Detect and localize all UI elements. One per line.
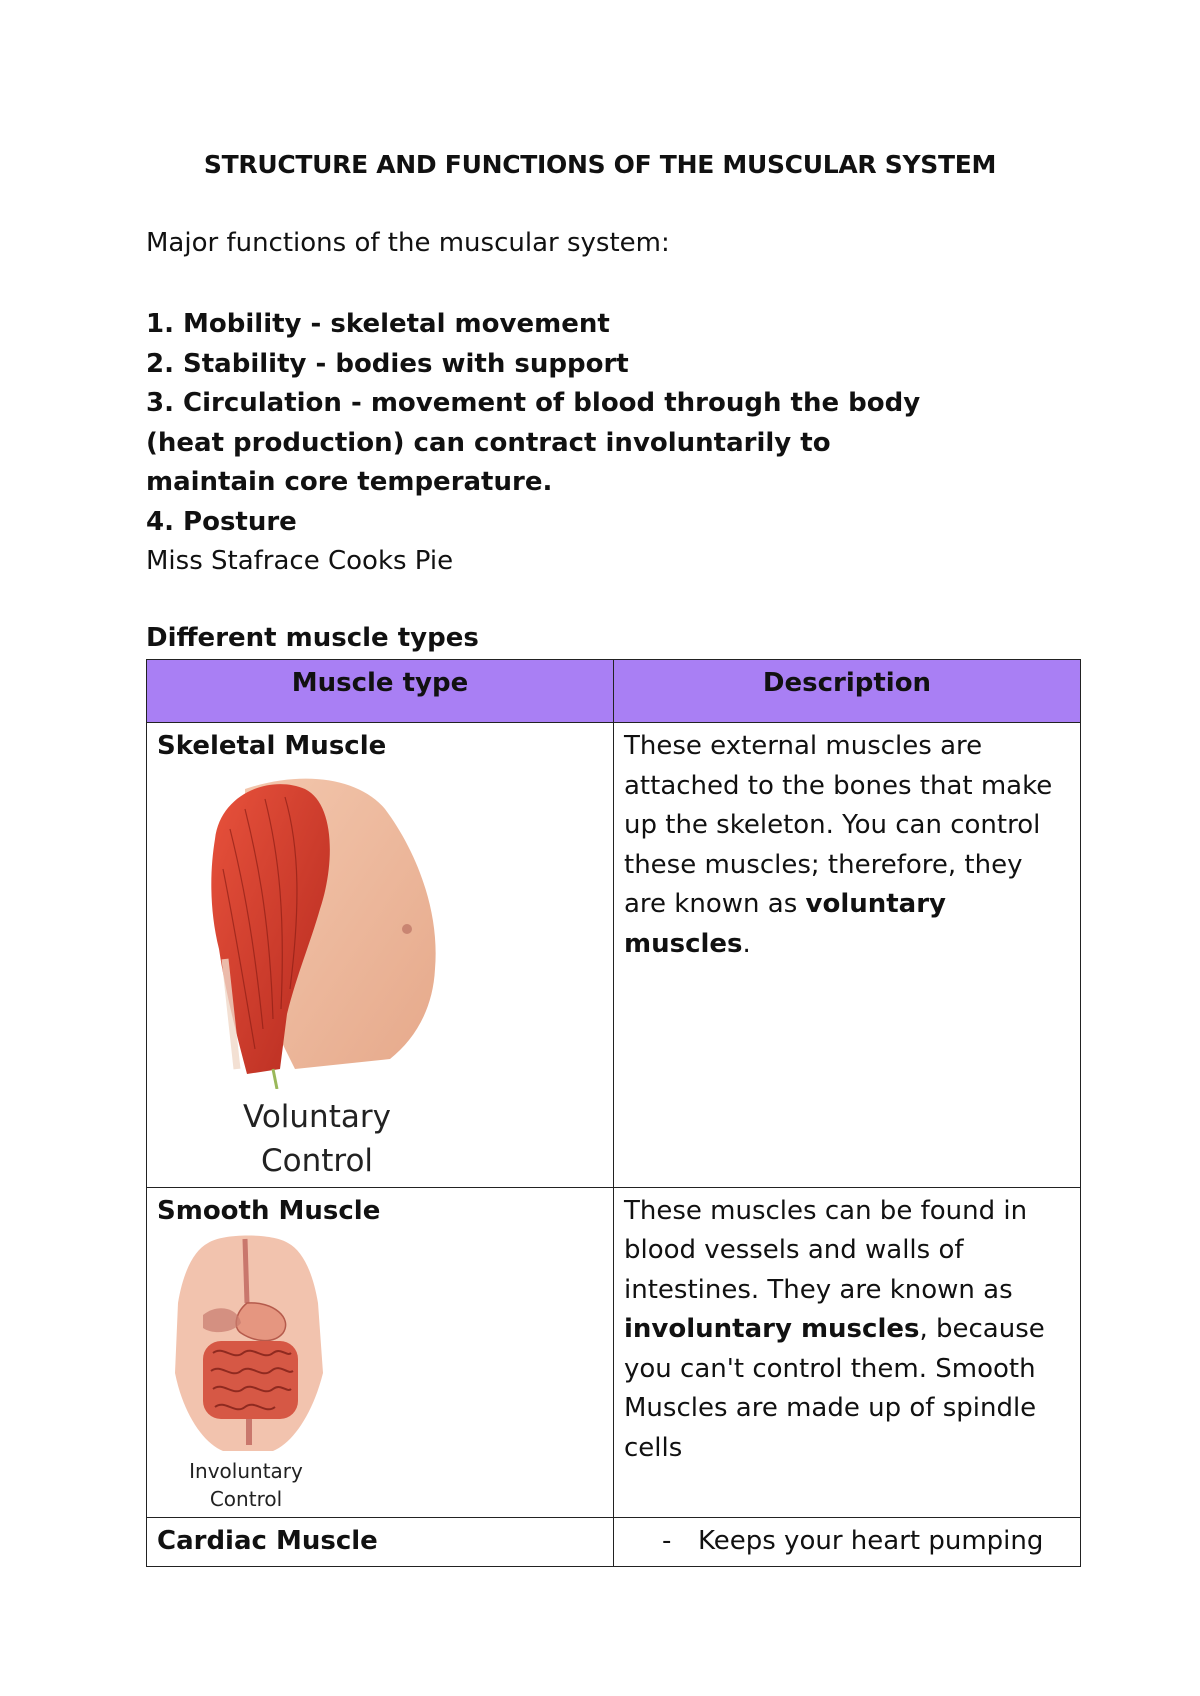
functions-list [146, 305, 966, 582]
desc-text: These external muscles are attached to the bones that make up the skeleton. You can control these muscles; therefore, they are known as [624, 731, 1053, 919]
smooth-figure [157, 1233, 603, 1513]
muscle-name: Cardiac Muscle [157, 1526, 378, 1556]
smooth-caption: Involuntary Control [189, 1459, 303, 1511]
muscle-name: Skeletal Muscle [157, 731, 387, 761]
desc-bold: involuntary muscles [624, 1314, 920, 1344]
page-title: STRUCTURE AND FUNCTIONS OF THE MUSCULAR SYSTEM [203, 150, 997, 179]
muscle-name: Smooth Muscle [157, 1195, 381, 1226]
description-cell [614, 1187, 1081, 1518]
function-item: 4. Posture [146, 506, 297, 537]
function-item: 3. Circulation - movement of blood through the body (heat production) can contract involuntarily to maintain core temperature. [146, 388, 921, 497]
muscle-type-cell [147, 1187, 614, 1518]
bullet-dash: - [662, 1526, 672, 1556]
table-row [147, 1187, 1081, 1518]
header-description: Description [614, 660, 1081, 723]
intro-text: Major functions of the muscular system: [146, 228, 670, 258]
header-muscle-type: Muscle type [147, 660, 614, 723]
desc-text: These muscles can be found in blood vessels and walls of intestines. They are known as [624, 1195, 1028, 1305]
desc-text: . [742, 928, 751, 959]
function-item: 1. Mobility - skeletal movement [146, 309, 610, 339]
muscle-types-table [146, 659, 1081, 1567]
description-cell [614, 1518, 1081, 1567]
digestive-system-illustration-icon [163, 1233, 333, 1453]
arm-muscle-illustration-icon [185, 769, 445, 1089]
table-row [147, 723, 1081, 1188]
desc-text: , because you can't control them. Smooth Muscles are made up of spindle cells [624, 1314, 1045, 1463]
table-header-row [147, 660, 1081, 723]
desc-text: Keeps your heart pumping [698, 1526, 1044, 1556]
description-cell [614, 723, 1081, 1188]
table-row [147, 1518, 1081, 1567]
function-item: 2. Stability - bodies with support [146, 348, 629, 379]
skeletal-caption: Voluntary Control [243, 1098, 391, 1179]
mnemonic-text: Miss Stafrace Cooks Pie [146, 546, 454, 576]
skeletal-figure [157, 769, 603, 1183]
muscle-type-cell [147, 723, 614, 1188]
desc-bold: voluntary muscles [624, 889, 947, 959]
muscle-type-cell [147, 1518, 614, 1567]
section-heading: Different muscle types [146, 623, 479, 653]
